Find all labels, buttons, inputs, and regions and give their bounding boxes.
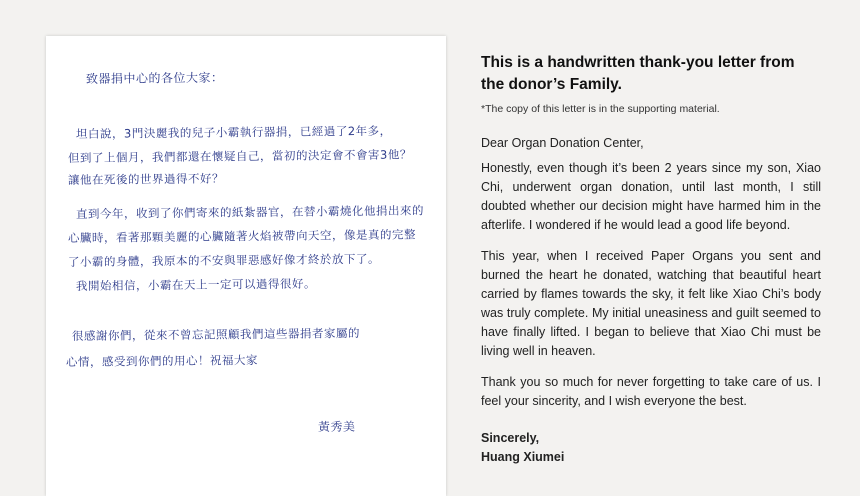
handwritten-line-greeting: 致器捐中心的各位大家：: [85, 70, 224, 86]
handwritten-line: 我開始相信，小霸在天上一定可以過得很好。: [75, 276, 317, 293]
letter-paragraph: This year, when I received Paper Organs you sent and burned the heart he donated, watching that beautiful heart carried by flames towards the sky, it felt like Xiao Chi’s body was truly complete. My initial uneasiness and guilt seemed to have finally lifted. I began to believe that Xiao Chi must be living well in heaven.: [481, 249, 821, 358]
signature-name: Huang Xiumei: [481, 450, 565, 464]
translation-panel: [481, 52, 821, 467]
closing-text: Sincerely,: [481, 431, 540, 445]
handwritten-line: 但到了上個月，我們都還在懷疑自己，當初的決定會不會害3他？: [67, 147, 412, 165]
handwritten-line: 很感謝你們，從來不曾忘記照顧我們這些器捐者家屬的: [71, 325, 361, 343]
handwritten-line: 心臟時，看著那顆美麗的心臟隨著火焰被帶向天空，像是真的完整: [67, 227, 417, 245]
handwritten-line: 了小霸的身體，我原本的不安與罪惡感好像才終於放下了。: [67, 251, 381, 269]
supporting-material-note: *The copy of this letter is in the supporting material.: [481, 103, 720, 115]
handwritten-signature: 黃秀美: [317, 419, 356, 434]
letter-greeting: Dear Organ Donation Center,: [481, 136, 644, 150]
handwritten-line: 讓他在死後的世界過得不好？: [67, 171, 225, 187]
letter-paragraph: Thank you so much for never forgetting to take care of us. I feel your sincerity, and I wish everyone the best.: [481, 375, 821, 408]
letter-closing: [481, 429, 821, 467]
handwritten-line: 心情，感受到你們的用心！祝福大家: [65, 352, 259, 369]
handwritten-line: 直到今年，收到了你們寄來的紙紮器官，在替小霸燒化他捐出來的: [75, 203, 425, 221]
handwritten-letter-paper: [46, 36, 446, 496]
translation-heading: This is a handwritten thank-you letter from the donor’s Family.: [481, 54, 795, 93]
letter-paragraph: Honestly, even though it’s been 2 years since my son, Xiao Chi, underwent organ donation, until last month, I still doubted whether our decision might have harmed him in the afterlife. I wondered if he would lead a good life beyond.: [481, 161, 821, 232]
handwritten-line: 坦白說，3門決麗我的兒子小霸執行器捐，已經過了2年多，: [75, 123, 392, 141]
